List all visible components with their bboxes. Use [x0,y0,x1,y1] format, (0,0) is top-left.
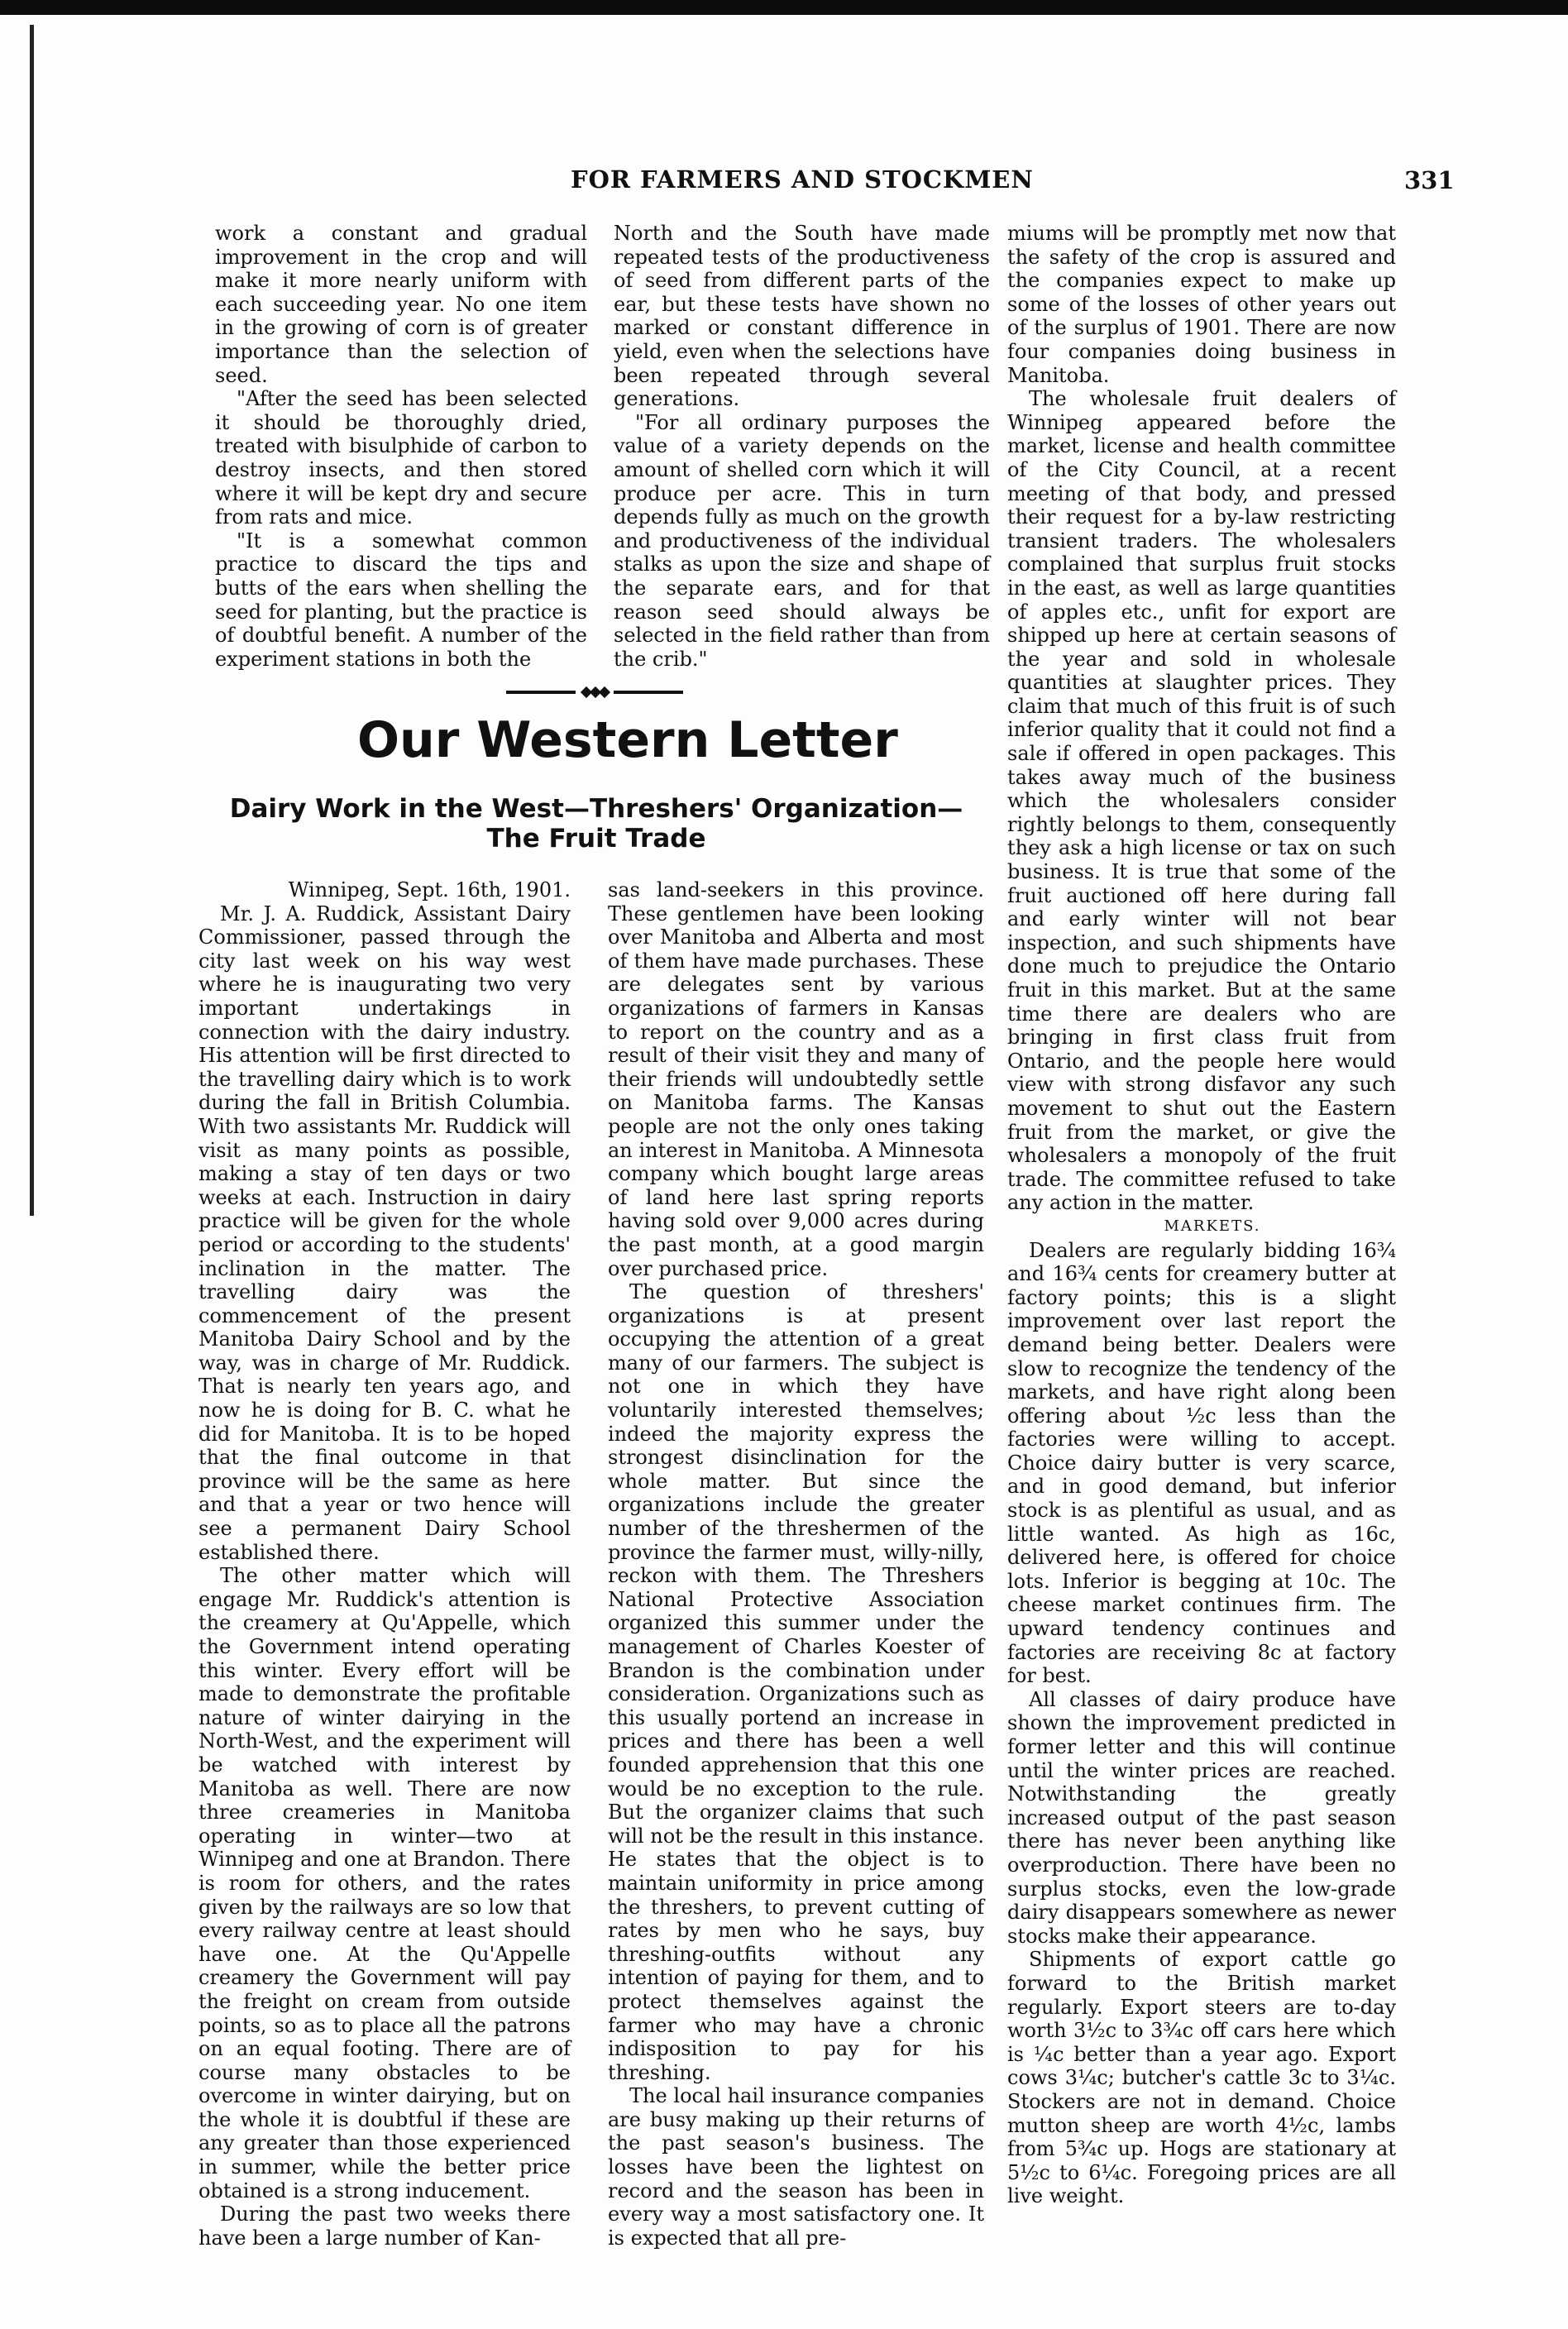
paragraph: work a constant and gradual improvement in the crop and will make it more nearly uniform with each succeeding year. No one item in the growing of corn is of greater importance than the selection of seed. [215,222,587,387]
paragraph: "It is a somewhat common practice to discard the tips and butts of the ears when shelling the seed for planting, but the practice is of doubtful benefit. A number of the experiment stations in both the [215,528,587,671]
paragraph: Dealers are regularly bidding 16¾ and 16¾ cents for creamery butter at factory points; this is a slight improvement over last report the demand being better. Dealers were slow to recognize the tendency of the markets, and have right along been offering about ½c less than the factories were willing to accept. Choice dairy butter is very scarce, and in good demand, but inferior stock is as plentiful as usual, and as little wanted. As high as 16c, delivered here, is offered for choice lots. Inferior is begging at 10c. The cheese market continues firm. The upward tendency continues and factories are receiving 8c at factory for best. [1007,1238,1396,1688]
top-column-1 [215,222,587,671]
article-subheadline: Dairy Work in the West—Threshers' Organization—The Fruit Trade [229,794,963,854]
page-number: 331 [1404,166,1455,194]
paragraph: All classes of dairy produce have shown the improvement predicted in former letter and this will continue until the winter prices are reached. Notwithstanding the greatly increased output of the past season there has never been anything like overproduction. There have been no surplus stocks, even the low-grade dairy disappears somewhere as newer stocks make their appearance. [1007,1687,1396,1948]
paragraph: "After the seed has been selected it should be thoroughly dried, treated with bisulphide of carbon to destroy insects, and then stored where it will be kept dry and secure from rats and mice. [215,387,587,529]
dateline: Winnipeg, Sept. 16th, 1901. [288,878,571,901]
top-column-2 [614,222,990,671]
paragraph: "For all ordinary purposes the value of a variety depends on the amount of shelled corn which it will produce per acre. This in turn depends fully as much on the growth and productiveness of the individual stalks as upon the size and shape of the separate ears, and for that reason seed should always be selected in the field rather than from the crib." [614,410,990,671]
paragraph: North and the South have made repeated tests of the productiveness of seed from different parts of the ear, but these tests have shown no marked or constant difference in yield, even when the selections have been repeated through several generations. [614,222,990,411]
article-column-2 [608,878,984,2250]
article-column-3 [1007,222,1396,2208]
paragraph: The other matter which will engage Mr. Ruddick's attention is the creamery at Qu'Appelle, which the Government intend operating this winter. Every effort will be made to demonstrate the profitable nature of winter dairying in the North-West, and the experiment will be watched with interest by Manitoba as well. There are now three creameries in Manitoba operating in winter—two at Winnipeg and one at Brandon. There is room for others, and the rates given by the railways are so low that every railway centre at least should have one. At the Qu'Appelle creamery the Government will pay the freight on cream from outside points, so as to place all the patrons on an equal footing. There are of course many obstacles to be overcome in winter dairying, but on the whole it is doubtful if these are any greater than those experienced in summer, while the better price obtained is a strong inducement. [198,1564,571,2202]
paragraph: The local hail insurance companies are busy making up their returns of the past season's business. The losses have been the lightest on record and the season has been in every way a most satisfactory one. It is expected that all pre- [608,2084,984,2250]
paragraph: During the past two weeks there have been a large number of Kan- [198,2202,571,2250]
article-column-1 [198,878,571,2250]
scan-left-edge [30,25,34,1216]
section-ornament [506,688,683,696]
scan-top-border [0,0,1568,15]
paragraph: The question of threshers' organizations is at present occupying the attention of a great many of our farmers. The subject is not one in which they have voluntarily interested themselves; indeed the majority express the strongest disinclination for the whole matter. But since the organizations include the greater number of the threshermen of the province the farmer must, willy-nilly, reckon with them. The Threshers National Protective Association organized this summer under the management of Charles Koester of Brandon is the combination under consideration. Organizations such as this usually portend an increase in prices and there has been a well founded apprehension that this one would be no exception to the rule. But the organizer claims that such will not be the result in this instance. He states that the object is to maintain uniformity in price among the threshers, to prevent cutting of rates by men who he says, buy threshing-outfits without any intention of paying for them, and to protect themselves against the farmer who may have a chronic indisposition to pay for his threshing. [608,1280,984,2084]
paragraph: Shipments of export cattle go forward to the British market regularly. Export steers are to-day worth 3½c to 3¾c off cars here which is ¼c better than a year ago. Export cows 3¼c; butcher's cattle 3c to 3¼c. Stockers are not in demand. Choice mutton sheep are worth 4½c, lambs from 5¾c up. Hogs are stationary at 5½c to 6¼c. Foregoing prices are all live weight. [1007,1948,1396,2208]
paragraph: The wholesale fruit dealers of Winnipeg appeared before the market, license and health committee of the City Council, at a recent meeting of that body, and pressed their request for a by-law restricting transient traders. The wholesalers complained that surplus fruit stocks in the east, as well as large quantities of apples etc., unfit for export are shipped up here at certain seasons of the year and sold in wholesale quantities at slaughter prices. They claim that much of this fruit is of such inferior quality that it could not find a sale if offered in open packages. This takes away much of the business which the wholesalers consider rightly belongs to them, consequently they ask a high license or tax on such business. It is true that some of the fruit auctioned off here during fall and early winter will not bear inspection, and such shipments have done much to prejudice the Ontario fruit in this market. But at the same time there are dealers who are bringing in first class fruit from Ontario, and the people here would view with strong disfavor any such movement to shut out the Eastern fruit from the market, or give the wholesalers a monopoly of the fruit trade. The committee refused to take any action in the matter. [1007,387,1396,1215]
paragraph: Mr. J. A. Ruddick, Assistant Dairy Commissioner, passed through the city last week on his way west where he is inaugurating two very important undertakings in connection with the dairy industry. His attention will be first directed to the travelling dairy which is to work during the fall in British Columbia. With two assistants Mr. Ruddick will visit as many points as possible, making a stay of ten days or two weeks at each. Instruction in dairy practice will be given for the whole period or according to the students' inclination in the matter. The travelling dairy was the commencement of the present Manitoba Dairy School and by the way, was in charge of Mr. Ruddick. That is nearly ten years ago, and now he is doing for B. C. what he did for Manitoba. It is to be hoped that the final outcome in that province will be the same as here and that a year or two hence will see a permanent Dairy School established there. [198,901,571,1564]
markets-heading: MARKETS. [1164,1217,1261,1235]
paragraph: sas land-seekers in this province. These gentlemen have been looking over Manitoba and Alberta and most of them have made purchases. These are delegates sent by various organizations of farmers in Kansas to report on the country and as a result of their visit they and many of their friends will undoubtedly settle on Manitoba farms. The Kansas people are not the only ones taking an interest in Manitoba. A Minnesota company which bought large areas of land here last spring reports having sold over 9,000 acres during the past month, at a good margin over purchased price. [608,878,984,1280]
running-header: FOR FARMERS AND STOCKMEN [571,165,1034,194]
article-headline: Our Western Letter [357,711,898,769]
paragraph: miums will be promptly met now that the safety of the crop is assured and the companies expect to make up some of the losses of other years out of the surplus of 1901. There are now four companies doing business in Manitoba. [1007,222,1396,387]
